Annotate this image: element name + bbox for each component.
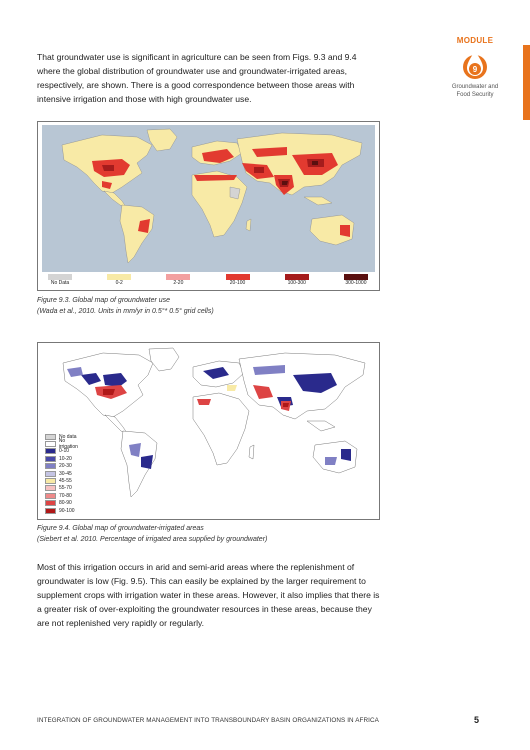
figure-1-caption-line1: Figure 9.3. Global map of groundwater use xyxy=(37,297,171,304)
module-side-tab xyxy=(523,45,530,120)
legend-item: 100-300 xyxy=(285,274,309,286)
world-map-irrigation xyxy=(41,345,376,517)
water-drop-icon xyxy=(460,49,490,81)
module-title: MODULE xyxy=(456,36,494,45)
legend-item: 20-30 xyxy=(45,463,85,470)
legend-item: No irrigation xyxy=(45,440,85,447)
conclusion-paragraph: Most of this irrigation occurs in arid and semi-arid areas where the replenishment of groundwater is low (Fig. 9.5). This can easily be explained by the larger requirement to supplement crops with irrigation water in these areas. However, it also implies that there is a greater risk of over-exploiting the groundwater resources in these areas, because they are not replenished very rapidly or regularly. xyxy=(37,562,380,628)
figure-2-caption xyxy=(37,523,267,545)
groundwater-use-legend xyxy=(48,274,368,286)
module-caption-line1: Groundwater and xyxy=(451,84,499,90)
figure-2-caption-line2: (Siebert et al. 2010. Percentage of irrigated area supplied by groundwater) xyxy=(37,536,268,543)
legend-item: 20-100 xyxy=(226,274,250,286)
figure-groundwater-irrigated-areas xyxy=(37,342,380,520)
legend-item: No data xyxy=(45,433,85,440)
legend-item: 0-2 xyxy=(107,274,131,286)
legend-item: No Data xyxy=(48,274,72,286)
legend-item: 300-1000 xyxy=(344,274,368,286)
figure-1-caption-line2: (Wada et al., 2010. Units in mm/yr in 0.5°* 0.5° grid cells) xyxy=(37,308,214,315)
legend-item: 90-100 xyxy=(45,507,85,514)
legend-item: 30-45 xyxy=(45,470,85,477)
groundwater-irrigation-map xyxy=(41,345,376,517)
world-map-use xyxy=(42,125,375,272)
figure-1-caption xyxy=(37,295,214,317)
legend-item: 0-10 xyxy=(45,448,85,455)
intro-paragraph: That groundwater use is significant in agriculture can be seen from Figs. 9.3 and 9.4 where the global distribution of groundwater use and groundwater-irrigated areas, respectively, are shown. There is a good correspondence between those areas with intensive irrigation and those with high groundwater use. xyxy=(37,52,357,104)
module-caption-line2: Food Security xyxy=(456,92,494,98)
module-badge xyxy=(430,36,520,99)
legend-item: 55-70 xyxy=(45,485,85,492)
figure-2-caption-line1: Figure 9.4. Global map of groundwater-irrigated areas xyxy=(37,525,204,532)
figure-groundwater-use xyxy=(37,121,380,291)
groundwater-irrigation-legend xyxy=(45,433,85,514)
footer-title: INTEGRATION OF GROUNDWATER MANAGEMENT INTO TRANSBOUNDARY BASIN ORGANIZATIONS IN AFRICA xyxy=(37,717,379,724)
legend-item: 2-20 xyxy=(166,274,190,286)
legend-item: 45-55 xyxy=(45,477,85,484)
page-number: 5 xyxy=(474,715,480,725)
legend-item: 80-90 xyxy=(45,500,85,507)
legend-item: 10-20 xyxy=(45,455,85,462)
legend-item: 70-80 xyxy=(45,492,85,499)
groundwater-use-map xyxy=(42,125,375,272)
module-number: 9 xyxy=(472,65,478,74)
